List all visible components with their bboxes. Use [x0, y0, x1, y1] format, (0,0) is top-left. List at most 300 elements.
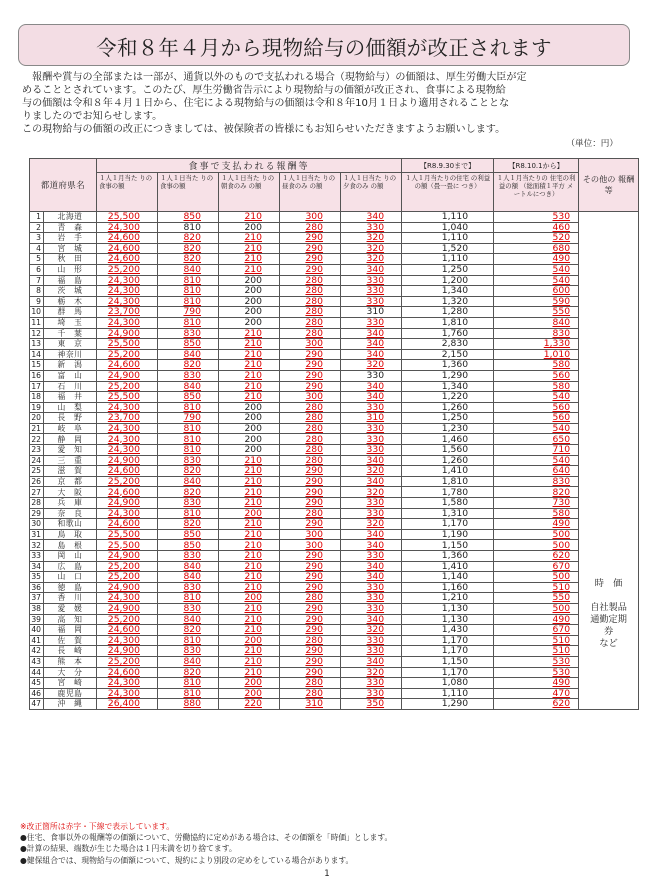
table-row [30, 519, 639, 530]
dinner-value [341, 593, 402, 604]
meal-day-value-text: 810 [183, 317, 201, 329]
dinner-value-text: 330 [366, 603, 385, 615]
dinner-value [341, 339, 402, 350]
house-new-value [494, 275, 579, 286]
meal-day-value-text: 840 [183, 381, 201, 392]
dinner-value-text: 340 [366, 614, 385, 625]
house-old-value-text: 1,230 [441, 423, 469, 434]
house-new-value-text: 490 [552, 614, 571, 625]
house-old-value [402, 434, 494, 445]
breakfast-value [219, 317, 280, 328]
meal-day-value [158, 212, 219, 223]
meal-month-value [97, 455, 158, 466]
breakfast-value [219, 529, 280, 540]
prefecture-name [44, 688, 97, 699]
meal-day-value [158, 243, 219, 254]
breakfast-value [219, 392, 280, 403]
breakfast-value [219, 370, 280, 381]
table-row [30, 593, 639, 604]
lunch-value-text: 280 [305, 444, 323, 456]
table-row [30, 551, 639, 562]
prefecture-name [44, 529, 97, 540]
breakfast-value [219, 413, 280, 424]
house-new-value-text: 840 [552, 317, 571, 329]
meal-day-value-text: 830 [183, 455, 201, 466]
meal-day-value [158, 498, 219, 509]
prefecture-name-text: 島 根 [57, 540, 83, 550]
prefecture-name [44, 519, 97, 530]
prefecture-name-text: 長 野 [57, 413, 83, 423]
meal-month-value [97, 392, 158, 403]
row-number [30, 434, 44, 445]
row-number [30, 222, 44, 233]
breakfast-value-text: 210 [244, 603, 262, 615]
lunch-value-text: 280 [305, 317, 323, 329]
house-old-value [402, 423, 494, 434]
breakfast-value [219, 519, 280, 530]
breakfast-value-text: 200 [244, 635, 262, 646]
house-old-value [402, 328, 494, 339]
house-old-value [402, 635, 494, 646]
dinner-value-text: 340 [366, 211, 385, 223]
row-number [30, 455, 44, 466]
breakfast-value-text: 210 [244, 497, 262, 509]
house-new-value [494, 572, 579, 583]
dinner-value [341, 466, 402, 477]
house-new-value-text: 490 [552, 253, 571, 265]
house-new-value [494, 328, 579, 339]
house-old-value-text: 1,460 [441, 433, 469, 445]
meal-month-value-text: 24,900 [107, 497, 140, 509]
table-row [30, 678, 639, 689]
dinner-value-text: 320 [366, 624, 385, 636]
breakfast-value [219, 381, 280, 392]
lunch-value-text: 280 [305, 296, 323, 307]
row-number-text: 1 [36, 212, 41, 222]
pref-header: 都道府県名 [30, 159, 97, 212]
meal-month-value [97, 402, 158, 413]
unit-label: （単位：円） [566, 139, 618, 149]
house-new-value-text: 540 [552, 455, 571, 466]
dinner-value-text: 320 [366, 518, 385, 530]
meal-day-value-text: 790 [183, 412, 201, 424]
lunch-value-text: 290 [305, 603, 323, 615]
breakfast-value-text: 200 [244, 592, 262, 604]
row-number-text: 38 [31, 604, 41, 614]
lunch-value [280, 487, 341, 498]
lunch-value [280, 349, 341, 360]
meal-day-value-text: 820 [183, 518, 201, 530]
breakfast-value [219, 656, 280, 667]
breakfast-value [219, 487, 280, 498]
dinner-value [341, 423, 402, 434]
lunch-value [280, 370, 341, 381]
lunch-value [280, 243, 341, 254]
meal-month-value [97, 275, 158, 286]
dinner-value [341, 328, 402, 339]
house-new-value [494, 603, 579, 614]
lunch-value-text: 290 [305, 370, 323, 381]
meal-month-value-text: 24,300 [107, 592, 140, 604]
house-new-value-text: 490 [552, 518, 571, 530]
meal-month-value-text: 24,600 [107, 518, 140, 530]
intro-line: 与の価額は令和８年４月１日から、住宅による現物給与の価額は令和８年10月１日より適用されることとな [22, 98, 510, 109]
house-new-value-text: 1,010 [543, 349, 571, 360]
house-new-value [494, 455, 579, 466]
dinner-value-text: 310 [366, 412, 385, 424]
meal-month-value-text: 25,500 [107, 211, 140, 223]
dinner-value [341, 540, 402, 551]
other-value [579, 212, 639, 710]
row-number-text: 11 [31, 318, 41, 328]
prefecture-name-text: 宮 崎 [57, 678, 83, 688]
house-old-value-text: 1,210 [441, 592, 469, 604]
table-row [30, 582, 639, 593]
meal-month-value-text: 25,200 [107, 571, 140, 583]
breakfast-value [219, 582, 280, 593]
row-number [30, 307, 44, 318]
prefecture-name-text: 高 知 [57, 614, 83, 624]
price-table [29, 158, 639, 710]
house-old-value-text: 1,110 [441, 232, 469, 244]
meal-day-value-text: 810 [183, 444, 201, 456]
breakfast-value-text: 220 [244, 698, 262, 710]
prefecture-name-text: 大 分 [57, 667, 83, 677]
meal-day-value [158, 222, 219, 233]
house-old-value [402, 625, 494, 636]
prefecture-name [44, 339, 97, 350]
table-row [30, 529, 639, 540]
breakfast-value [219, 423, 280, 434]
lunch-value-text: 290 [305, 571, 323, 583]
breakfast-value [219, 551, 280, 562]
meal-day-value [158, 445, 219, 456]
house-new-value [494, 699, 579, 710]
row-number [30, 561, 44, 572]
row-number-text: 40 [31, 625, 41, 635]
breakfast-value [219, 561, 280, 572]
row-number-text: 27 [31, 487, 41, 497]
row-number [30, 423, 44, 434]
house-old-value-text: 1,310 [441, 508, 469, 519]
table-row [30, 561, 639, 572]
breakfast-value-text: 210 [244, 614, 262, 625]
lunch-value-text: 290 [305, 667, 323, 678]
row-number [30, 243, 44, 254]
meal-day-value-text: 820 [183, 359, 201, 371]
house-old-value [402, 519, 494, 530]
dinner-value [341, 392, 402, 403]
meal-month-value [97, 540, 158, 551]
meal-day-value [158, 296, 219, 307]
row-number [30, 233, 44, 244]
prefecture-name [44, 625, 97, 636]
prefecture-name [44, 667, 97, 678]
table-row [30, 466, 639, 477]
house-new-value [494, 296, 579, 307]
prefecture-name-text: 秋 田 [57, 254, 83, 264]
meal-month-value-text: 25,500 [107, 539, 140, 551]
row-number [30, 688, 44, 699]
breakfast-value [219, 466, 280, 477]
meal-month-value [97, 678, 158, 689]
house-new-value-text: 670 [552, 561, 571, 572]
dinner-value-text: 320 [366, 667, 385, 678]
lunch-value [280, 360, 341, 371]
lunch-header: １人１日当た りの昼食のみ の額 [280, 173, 341, 212]
meal-day-value-text: 810 [183, 635, 201, 646]
house-old-value [402, 551, 494, 562]
row-number [30, 667, 44, 678]
house-new-value [494, 540, 579, 551]
prefecture-name-text: 山 梨 [57, 402, 83, 412]
meal-month-value [97, 328, 158, 339]
table-row [30, 498, 639, 509]
breakfast-value-text: 210 [244, 381, 262, 392]
prefecture-name-text: 山 形 [57, 265, 83, 275]
house-old-value [402, 339, 494, 350]
dinner-value-text: 320 [366, 486, 385, 498]
prefecture-name [44, 498, 97, 509]
meal-month-value [97, 498, 158, 509]
meal-month-value [97, 370, 158, 381]
breakfast-value-text: 210 [244, 338, 262, 350]
row-number-text: 42 [31, 646, 41, 656]
table-row [30, 572, 639, 583]
prefecture-name [44, 434, 97, 445]
house-old-value-text: 1,170 [441, 645, 469, 657]
lunch-value [280, 529, 341, 540]
row-number-text: 43 [31, 657, 41, 667]
lunch-value-text: 280 [305, 635, 323, 646]
table-row [30, 360, 639, 371]
meal-day-header: １人１日当た りの食事の額 [158, 173, 219, 212]
dinner-value [341, 498, 402, 509]
lunch-value [280, 455, 341, 466]
house-old-value-text: 1,160 [441, 582, 469, 593]
intro-line: 報酬や賞与の全部または一部が、通貨以外のもので支払われる場合（現物給与）の価額は、厚生労働大臣が定 [32, 72, 527, 83]
meal-month-value-text: 24,600 [107, 465, 140, 477]
prefecture-name-text: 奈 良 [57, 508, 83, 518]
house-old-value-text: 1,170 [441, 518, 469, 530]
prefecture-name-text: 茨 城 [57, 286, 83, 296]
meal-day-value-text: 820 [183, 486, 201, 498]
house-new-value-text: 530 [552, 211, 571, 223]
other-value-line: 時 価 [594, 578, 623, 590]
meal-day-value [158, 328, 219, 339]
house-old-value-text: 1,140 [441, 571, 469, 583]
lunch-value [280, 286, 341, 297]
lunch-value [280, 445, 341, 456]
table-row [30, 635, 639, 646]
house-old-value [402, 286, 494, 297]
meal-month-value [97, 381, 158, 392]
meal-day-value-text: 850 [183, 391, 201, 403]
house-old-value [402, 307, 494, 318]
meal-month-value [97, 667, 158, 678]
lunch-value-text: 290 [305, 349, 323, 360]
prefecture-name-text: 長 崎 [57, 646, 83, 656]
prefecture-name [44, 561, 97, 572]
table-row [30, 370, 639, 381]
other-value-line: 券 [603, 626, 614, 638]
row-number-text: 45 [31, 678, 41, 688]
breakfast-value-text: 200 [244, 508, 262, 519]
other-value-line: 自社製品 [590, 602, 627, 614]
table-row [30, 434, 639, 445]
dinner-value-text: 320 [366, 232, 385, 244]
breakfast-value-text: 210 [244, 539, 262, 551]
dinner-value [341, 212, 402, 223]
meal-day-value [158, 402, 219, 413]
lunch-value-text: 280 [305, 688, 323, 699]
prefecture-name [44, 487, 97, 498]
lunch-value [280, 328, 341, 339]
house-new-value-text: 540 [552, 423, 571, 434]
prefecture-name [44, 212, 97, 223]
dinner-value-text: 330 [366, 222, 385, 233]
dinner-value [341, 455, 402, 466]
breakfast-value [219, 360, 280, 371]
table-row [30, 392, 639, 403]
dinner-value-text: 330 [366, 497, 385, 509]
meal-day-value-text: 850 [183, 211, 201, 223]
prefecture-name [44, 286, 97, 297]
breakfast-value-text: 210 [244, 486, 262, 498]
meal-month-value-text: 24,600 [107, 243, 140, 254]
meal-month-value-text: 24,600 [107, 624, 140, 636]
dinner-value [341, 254, 402, 265]
lunch-value [280, 656, 341, 667]
lunch-value-text: 310 [305, 698, 323, 710]
breakfast-value [219, 646, 280, 657]
row-number-text: 21 [31, 423, 41, 433]
meal-day-value [158, 381, 219, 392]
table-row [30, 423, 639, 434]
prefecture-name-text: 石 川 [57, 381, 83, 391]
prefecture-name-text: 徳 島 [57, 582, 83, 592]
house-new-value-text: 730 [552, 497, 571, 509]
meal-month-value [97, 582, 158, 593]
lunch-value-text: 290 [305, 232, 323, 244]
title-banner [18, 24, 630, 66]
house-new-value-text: 540 [552, 275, 571, 286]
other-value-line: 通勤定期 [590, 614, 627, 626]
prefecture-name-text: 栃 木 [57, 296, 83, 306]
breakfast-value [219, 455, 280, 466]
row-number [30, 699, 44, 710]
dinner-value-text: 330 [366, 688, 385, 699]
meal-day-value [158, 286, 219, 297]
meal-day-value-text: 840 [183, 561, 201, 572]
lunch-value [280, 264, 341, 275]
meal-day-value-text: 820 [183, 243, 201, 254]
prefecture-name-text: 岩 手 [57, 233, 83, 243]
meal-month-value-text: 24,300 [107, 508, 140, 519]
house-old-value-text: 1,320 [441, 296, 469, 307]
dinner-value-text: 330 [366, 582, 385, 593]
house-new-value [494, 402, 579, 413]
row-number-text: 26 [31, 476, 41, 486]
row-number-text: 36 [31, 582, 41, 592]
house-old-value-text: 1,110 [441, 253, 469, 265]
meal-month-value [97, 445, 158, 456]
house-new-value-text: 500 [552, 571, 571, 583]
house-old-value-text: 1,130 [441, 614, 469, 625]
prefecture-name [44, 508, 97, 519]
dinner-value [341, 275, 402, 286]
lunch-value-text: 290 [305, 550, 323, 562]
breakfast-value-text: 210 [244, 476, 262, 487]
row-number [30, 678, 44, 689]
lunch-value [280, 307, 341, 318]
breakfast-value [219, 688, 280, 699]
house-new-value [494, 667, 579, 678]
house-old-value-text: 1,290 [441, 698, 469, 710]
table-row [30, 603, 639, 614]
meal-day-value [158, 625, 219, 636]
dinner-value [341, 349, 402, 360]
row-number [30, 392, 44, 403]
prefecture-name [44, 328, 97, 339]
meal-day-value-text: 820 [183, 624, 201, 636]
table-body [30, 212, 639, 710]
house-new-value [494, 614, 579, 625]
meal-month-value-text: 24,600 [107, 359, 140, 371]
meal-day-value [158, 423, 219, 434]
lunch-value-text: 290 [305, 645, 323, 657]
house-old-value-text: 1,250 [441, 264, 469, 276]
breakfast-value [219, 614, 280, 625]
breakfast-value-text: 200 [244, 412, 262, 424]
house-old-value-text: 1,170 [441, 667, 469, 678]
breakfast-value-text: 210 [244, 645, 262, 657]
house-old-value [402, 487, 494, 498]
house-old-value-text: 1,780 [441, 486, 469, 498]
meal-month-value-text: 24,300 [107, 222, 140, 233]
other-header: その他の 報酬等 [579, 159, 639, 212]
house-old-value-text: 1,410 [441, 561, 469, 572]
breakfast-value-text: 200 [244, 688, 262, 699]
lunch-value-text: 290 [305, 561, 323, 572]
house-old-value [402, 656, 494, 667]
house-old-value [402, 413, 494, 424]
row-number [30, 254, 44, 265]
lunch-value [280, 233, 341, 244]
prefecture-name-text: 埼 玉 [57, 318, 83, 328]
breakfast-value [219, 508, 280, 519]
house-new-value-text: 560 [552, 370, 571, 381]
dinner-value [341, 307, 402, 318]
house-new-value [494, 233, 579, 244]
house-new-value [494, 423, 579, 434]
meal-day-value-text: 840 [183, 349, 201, 360]
row-number [30, 635, 44, 646]
house-old-value [402, 508, 494, 519]
meal-month-value-text: 24,300 [107, 423, 140, 434]
breakfast-value-text: 200 [244, 285, 262, 297]
lunch-value-text: 280 [305, 433, 323, 445]
row-number-text: 44 [31, 667, 41, 677]
meal-day-value [158, 688, 219, 699]
house-old-value [402, 360, 494, 371]
house-new-value [494, 476, 579, 487]
lunch-value [280, 381, 341, 392]
prefecture-name-text: 滋 賀 [57, 466, 83, 476]
dinner-value-text: 340 [366, 381, 385, 392]
row-number-text: 9 [36, 296, 41, 306]
intro-line: りましたのでお知らせします。 [22, 111, 163, 122]
